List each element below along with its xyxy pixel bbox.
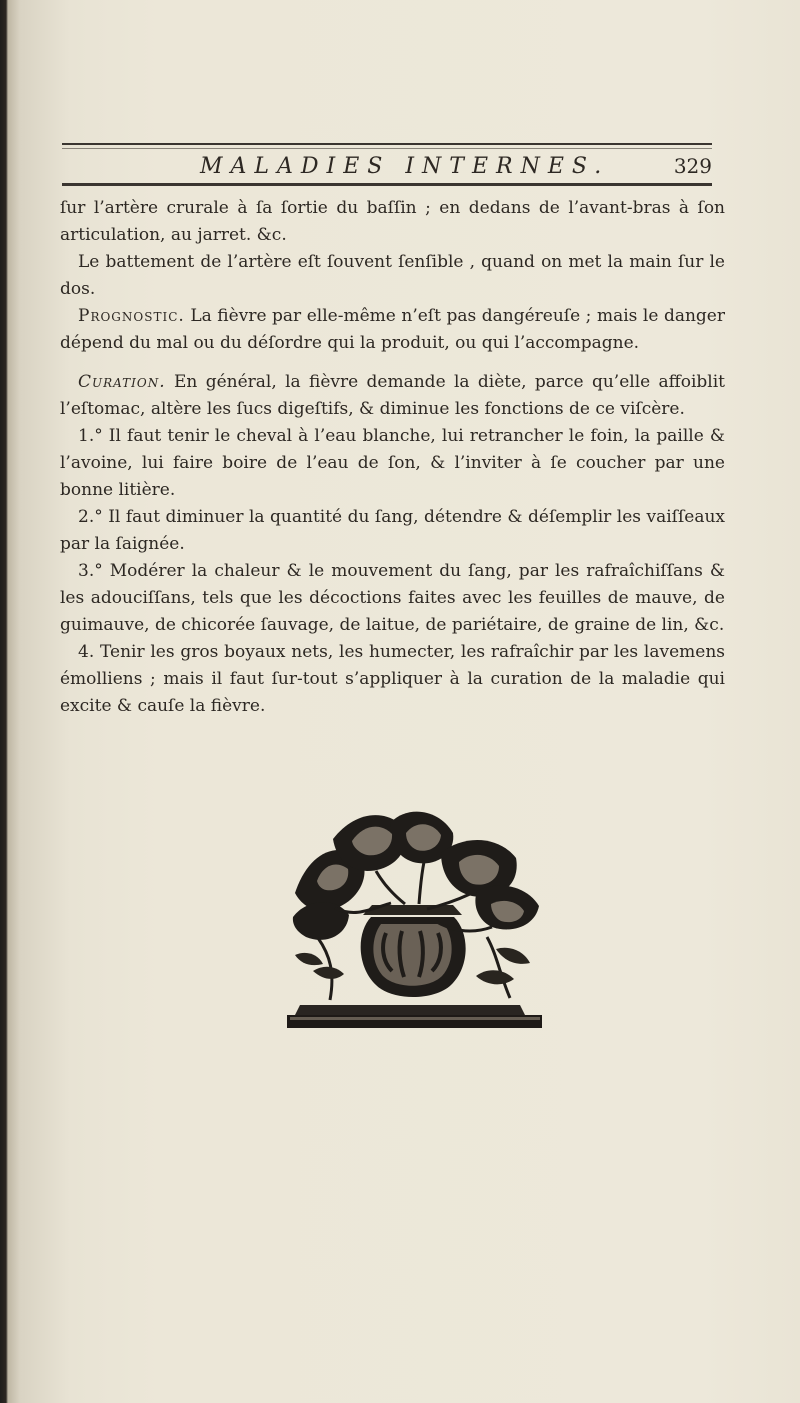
- curation-label: Curation.: [78, 372, 166, 392]
- prognostic-label: Prognostic.: [78, 306, 185, 326]
- paragraph-artery-location: ſur l’artère crurale à ſa ſortie du baſſin ; en dedans de l’avant-bras à ſon articulation, au jarret. &c.: [60, 198, 725, 245]
- running-header-title: MALADIES INTERNES.: [200, 154, 610, 179]
- prognostic-text: La fièvre par elle-même n’eſt pas dangéreuſe ; mais le danger dépend du mal ou du déſordre qui la produit, ou qui l’accompagne.: [60, 306, 725, 353]
- paragraph-curation: [60, 369, 725, 423]
- page-text: [60, 195, 725, 720]
- paragraph-item-1: 1.° Il faut tenir le cheval à l’eau blanche, lui retrancher le foin, la paille & l’avoine, lui faire boire de l’eau de ſon, & l’inviter à ſe coucher par une bonne litière.: [60, 426, 725, 500]
- flower-vase-ornament-icon: [275, 805, 550, 1030]
- paragraph-battement: Le battement de l’artère eſt ſouvent ſenſible , quand on met la main ſur le dos.: [60, 252, 725, 299]
- header-top-rule-thin: [62, 148, 712, 149]
- curation-text: En général, la fièvre demande la diète, parce qu’elle affoiblit l’eſtomac, altère les ſucs digeſtifs, & diminue les fonctions de ce viſcère.: [60, 372, 725, 419]
- paragraph-item-2: 2.° Il faut diminuer la quantité du ſang, détendre & déſemplir les vaiſſeaux par la ſaignée.: [60, 507, 725, 554]
- paragraph-item-4: 4. Tenir les gros boyaux nets, les humecter, les rafraîchir par les lavemens émolliens ; mais il faut ſur-tout s’appliquer à la curation de la maladie qui excite & cauſe la fièvre.: [60, 642, 725, 716]
- page-number: 329: [673, 154, 712, 178]
- paragraph-item-3: 3.° Modérer la chaleur & le mouvement du ſang, par les rafraîchiſſans & les adouciſſans, tels que les décoctions faites avec les feuilles de mauve, de guimauve, de chicorée ſauvage, de laitue, de pariétaire, de graine de lin, &c.: [60, 561, 725, 635]
- header-top-rule: [62, 143, 712, 145]
- paragraph-prognostic: [60, 303, 725, 357]
- header-bottom-rule: [62, 183, 712, 186]
